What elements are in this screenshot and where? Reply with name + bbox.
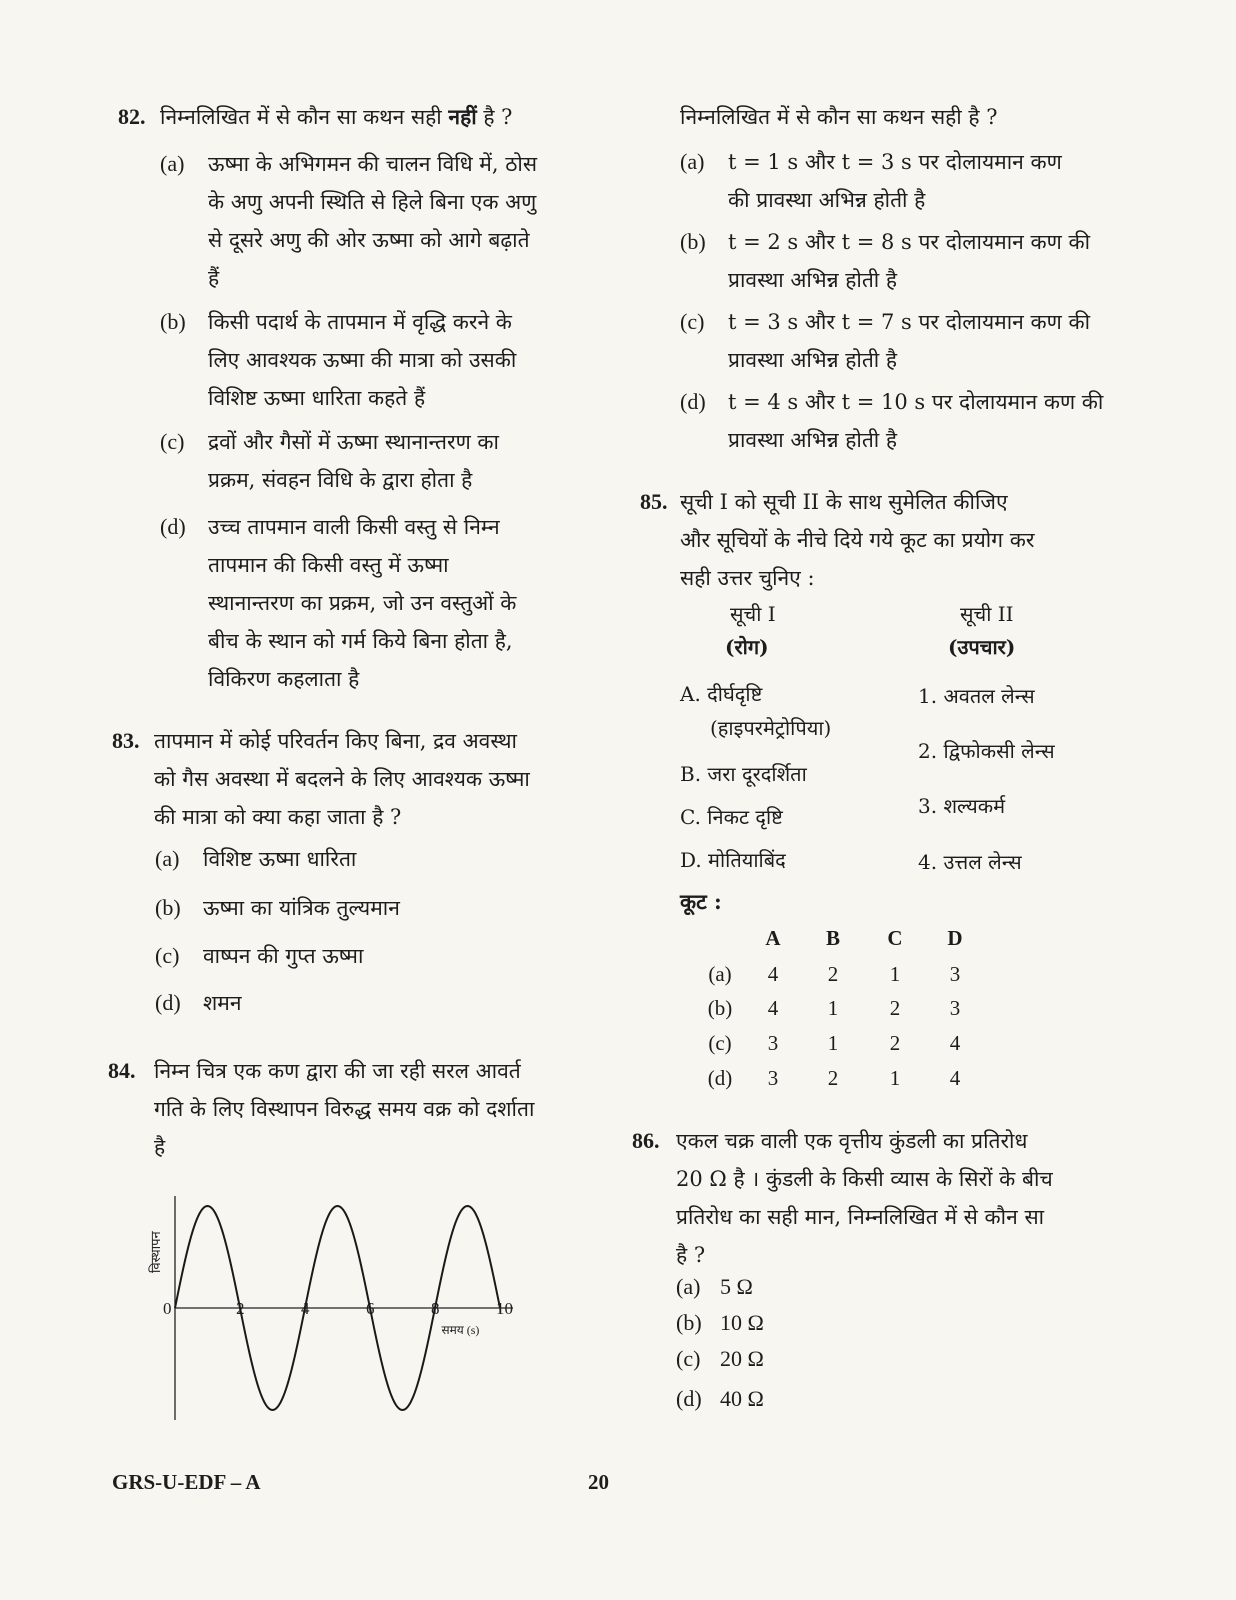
question-number: 84. xyxy=(108,1058,136,1083)
x-tick-label: 8 xyxy=(431,1299,440,1318)
code-row-a[interactable]: (a) 4 2 1 3 xyxy=(708,962,961,986)
x-tick-label: 6 xyxy=(366,1299,375,1318)
list1-sub: (रोग) xyxy=(725,635,769,659)
question-stem: तापमान में कोई परिवर्तन किए बिना, द्रव अवस्था को गैस अवस्था में बदलने के लिए आवश्यक ऊष्मा की मात्रा को क्या कहा जाता है ? xyxy=(154,729,530,829)
paper-code: GRS-U-EDF – A xyxy=(112,1470,261,1494)
question-number: 83. xyxy=(112,728,140,753)
code-label: कूट : xyxy=(680,889,722,914)
list2-item: 2. द्विफोकसी लेन्स xyxy=(918,739,1055,763)
list2-sub: (उपचार) xyxy=(948,635,1016,659)
question-stem: सूची I को सूची II के साथ सुमेलित कीजिए और सूचियों के नीचे दिये गये कूट का प्रयोग कर सही उत्तर चुनिए : xyxy=(680,490,1035,590)
list2-item: 3. शल्यकर्म xyxy=(918,794,1006,818)
y-axis-label: विस्थापन xyxy=(148,1231,163,1273)
x-tick-label: 0 xyxy=(163,1299,172,1318)
match-list xyxy=(680,600,1120,890)
code-header: D xyxy=(947,926,963,950)
question-84-continued: निम्नलिखित में से कौन सा कथन सही है ? xyxy=(680,105,998,129)
code-header: B xyxy=(825,926,840,950)
question-stem: निम्नलिखित में से कौन सा कथन सही नहीं है ? xyxy=(160,104,513,129)
list2-title: सूची II xyxy=(960,602,1014,626)
question-stem: निम्न चित्र एक कण द्वारा की जा रही सरल आवर्त गति के लिए विस्थापन विरुद्ध समय वक्र को दर्शाता है xyxy=(154,1059,535,1159)
question-number: 86. xyxy=(632,1128,660,1153)
x-tick-label: 10 xyxy=(496,1299,513,1318)
list1-item: D. मोतियाबिंद xyxy=(680,848,786,872)
list2-item: 4. उत्तल लेन्स xyxy=(918,850,1022,874)
code-table xyxy=(700,926,1000,1096)
x-tick-label: 2 xyxy=(236,1299,245,1318)
code-row-c[interactable]: (c) 3 1 2 4 xyxy=(708,1031,961,1055)
code-header: C xyxy=(887,926,903,950)
question-number: 82. xyxy=(118,104,146,129)
list2-item: 1. अवतल लेन्स xyxy=(918,684,1035,708)
code-row-b[interactable]: (b) 4 1 2 3 xyxy=(707,996,961,1020)
code-header: A xyxy=(765,926,781,950)
question-number: 85. xyxy=(640,489,668,514)
list1-item: B. जरा दूरदर्शिता xyxy=(680,762,807,786)
question-stem: एकल चक्र वाली एक वृत्तीय कुंडली का प्रतिरोध 20 Ω है । कुंडली के किसी व्यास के सिरों के बीच प्रतिरोध का सही मान, निम्नलिखित में से कौन सा है ? xyxy=(676,1129,1053,1267)
x-axis-label: समय (s) xyxy=(441,1323,480,1337)
shm-displacement-chart xyxy=(140,1190,520,1420)
list1-item: C. निकट दृष्टि xyxy=(680,805,783,829)
page-number: 20 xyxy=(588,1470,609,1494)
list1-item: (हाइपरमेट्रोपिया) xyxy=(710,716,832,740)
list1-item: A. दीर्घदृष्टि xyxy=(680,682,763,706)
list1-title: सूची I xyxy=(730,602,776,626)
x-tick-label: 4 xyxy=(301,1299,310,1318)
code-row-d[interactable]: (d) 3 2 1 4 xyxy=(707,1066,961,1090)
